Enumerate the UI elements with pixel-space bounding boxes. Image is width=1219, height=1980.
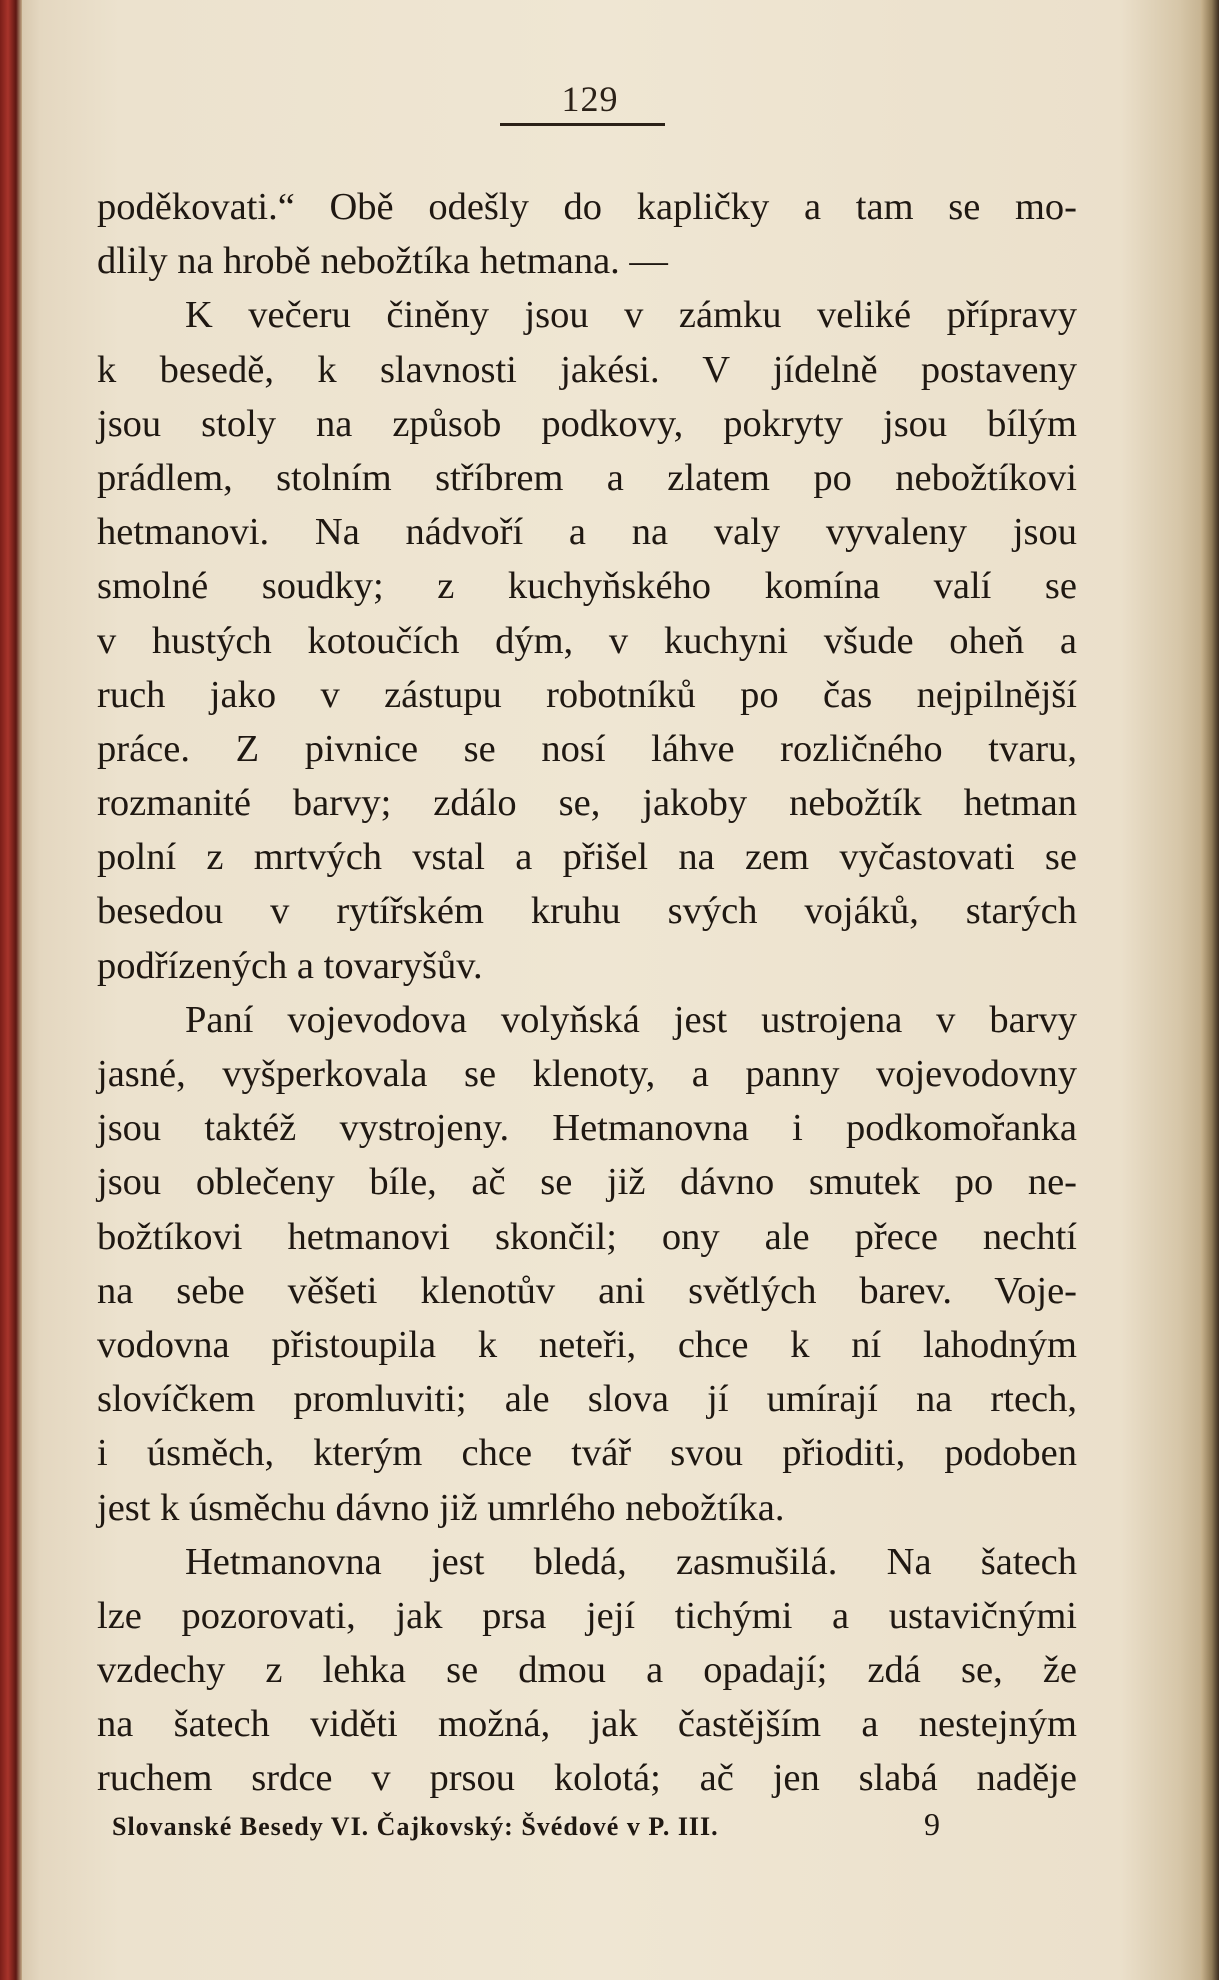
text-line: v hustých kotoučích dým, v kuchyni všude oheň a <box>97 619 1077 662</box>
text-line: jest k úsměchu dávno již umrlého nebožtíka. <box>97 1486 785 1529</box>
text-line: dlily na hrobě nebožtíka hetmana. — <box>97 240 668 283</box>
text-line: besedou v rytířském kruhu svých vojáků, starých <box>97 890 1077 933</box>
footer-signature-mark: 9 <box>924 1806 940 1842</box>
text-line: hetmanovi. Na nádvoří a na valy vyvaleny jsou <box>97 511 1077 554</box>
text-line: ruch jako v zástupu robotníků po čas nejpilnější <box>97 673 1077 716</box>
text-line: ruchem srdce v prsou kolotá; ač jen slabá naděje <box>97 1757 1077 1800</box>
text-line: vzdechy z lehka se dmou a opadají; zdá se, že <box>97 1649 1077 1692</box>
text-line: lze pozorovati, jak prsa její tichými a ustavičnými <box>97 1594 1077 1637</box>
text-line: jsou taktéž vystrojeny. Hetmanovna i podkomořanka <box>97 1107 1077 1150</box>
text-line: polní z mrtvých vstal a přišel na zem vyčastovati se <box>97 836 1077 879</box>
text-line: na šatech viděti možná, jak častějším a nestejným <box>97 1703 1077 1746</box>
text-line: Paní vojevodova volyňská jest ustrojena v barvy <box>185 998 1077 1041</box>
header-rule <box>500 123 665 126</box>
text-line: poděkovati.“ Obě odešly do kapličky a tam se mo- <box>97 186 1077 228</box>
text-line: K večeru činěny jsou v zámku veliké přípravy <box>185 294 1077 337</box>
text-line: prádlem, stolním stříbrem a zlatem po nebožtíkovi <box>97 456 1077 499</box>
text-line: Hetmanovna jest bledá, zasmušilá. Na šatech <box>185 1540 1077 1583</box>
text-line: vodovna přistoupila k neteři, chce k ní lahodným <box>97 1323 1077 1366</box>
text-line: slovíčkem promluviti; ale slova jí umírají na rtech, <box>97 1378 1077 1421</box>
text-line: podřízených a tovaryšův. <box>97 944 483 987</box>
text-line: smolné soudky; z kuchyňského komína valí se <box>97 565 1077 608</box>
text-line: božtíkovi hetmanovi skončil; ony ale přece nechtí <box>97 1215 1077 1258</box>
page-number: 129 <box>561 79 619 119</box>
book-spine-edge <box>0 0 22 1980</box>
text-line: na sebe věšeti klenotův ani světlých barev. Voje- <box>97 1269 1077 1312</box>
text-line: i úsměch, kterým chce tvář svou přioditi, podoben <box>97 1432 1077 1475</box>
text-line: jasné, vyšperkovala se klenoty, a panny vojevodovny <box>97 1053 1077 1095</box>
page-right-edge <box>1201 0 1219 1980</box>
text-line: k besedě, k slavnosti jakési. V jídelně postaveny <box>97 348 1077 391</box>
footer-imprint: Slovanské Besedy VI. Čajkovský: Švédové v P. III. <box>112 1812 719 1841</box>
text-line: práce. Z pivnice se nosí láhve rozličného tvaru, <box>97 727 1077 770</box>
text-line: rozmanité barvy; zdálo se, jakoby nebožtík hetman <box>97 782 1077 825</box>
body-text <box>97 180 1077 1806</box>
text-line: jsou oblečeny bíle, ač se již dávno smutek po ne- <box>97 1161 1077 1204</box>
text-line: jsou stoly na způsob podkovy, pokryty jsou bílým <box>97 402 1077 445</box>
